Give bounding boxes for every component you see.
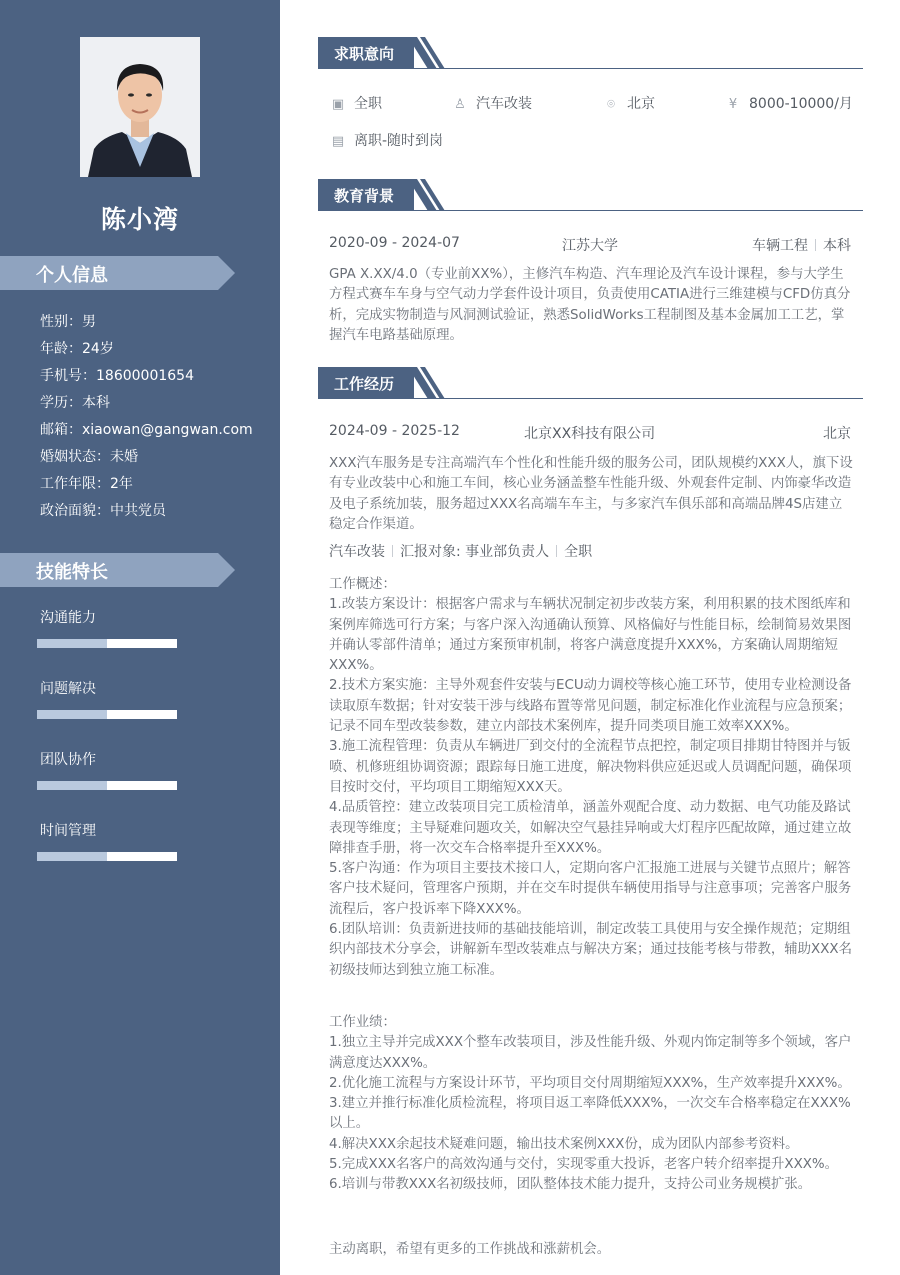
availability-item xyxy=(330,130,443,150)
job-type: 全职 xyxy=(354,96,382,112)
skill-bar xyxy=(37,852,177,861)
info-education: 学历：本科 xyxy=(40,395,110,411)
company-name: 北京XX科技有限公司 xyxy=(524,426,656,442)
section-title: 教育背景 xyxy=(334,187,395,205)
role: 汽车改装 xyxy=(329,544,385,560)
section-header-education xyxy=(318,179,863,211)
achievement-item: 4.解决XXX余起技术疑难问题，输出技术案例XXX份，成为团队内部参考资料。 xyxy=(329,1136,799,1152)
user-icon: ♙ xyxy=(454,97,466,112)
work-summary xyxy=(329,575,854,981)
section-title: 技能特长 xyxy=(36,562,108,583)
major: 车辆工程 xyxy=(752,238,808,254)
achievements-title: 工作业绩： xyxy=(329,1015,396,1030)
availability: 离职-随时到岗 xyxy=(354,133,444,149)
skill-bar-fill xyxy=(37,639,107,648)
education-date: 2020-09 - 2024-07 xyxy=(329,235,460,251)
profile-photo xyxy=(80,37,200,177)
section-title: 工作经历 xyxy=(334,375,395,393)
achievement-item: 1.独立主导并完成XXX个整车改装项目，涉及性能升级、外观内饰定制等多个领域，客户满意度达XXX%。 xyxy=(329,1035,852,1071)
skill-bar xyxy=(37,639,177,648)
section-stripes-icon xyxy=(408,179,448,211)
section-title: 个人信息 xyxy=(36,265,108,286)
salary: 8000-10000/月 xyxy=(749,96,853,112)
achievement-item: 2.优化施工流程与方案设计环节，平均项目交付周期缩短XXX%，生产效率提升XXX%。 xyxy=(329,1075,851,1091)
school-name: 江苏大学 xyxy=(562,238,618,254)
skill-bar xyxy=(37,710,177,719)
skill-bar xyxy=(37,781,177,790)
avatar-illustration xyxy=(80,37,200,177)
sidebar xyxy=(0,0,280,1275)
skill-name: 沟通能力 xyxy=(40,610,96,626)
achievement-item: 6.培训与带教XXX名初级技师，团队整体技术能力提升，支持公司业务规模扩张。 xyxy=(329,1177,812,1193)
section-header-skills xyxy=(0,553,218,587)
info-age: 年龄：24岁 xyxy=(40,341,114,357)
role-line xyxy=(329,541,592,561)
degree: 本科 xyxy=(823,238,851,254)
location-icon: ⌾ xyxy=(607,97,615,112)
report-to: 汇报对象: 事业部负责人 xyxy=(400,544,550,560)
work-achievements xyxy=(329,1013,854,1196)
city: 北京 xyxy=(627,96,655,112)
achievement-item: 3.建立并推行标准化质检流程，将项目返工率降低XXX%，一次交车合格率稳定在XXX%以上。 xyxy=(329,1096,851,1132)
info-work-years: 工作年限：2年 xyxy=(40,476,133,492)
work-date: 2024-09 - 2025-12 xyxy=(329,423,460,439)
separator xyxy=(815,239,816,251)
info-email: 邮箱：xiaowan@gangwan.com xyxy=(40,422,253,438)
education-description: GPA X.XX/4.0（专业前XX%），主修汽车构造、汽车理论及汽车设计课程，参与大学生方程式赛车车身与空气动力学套件设计项目，负责使用CATIA进行三维建模与CFD仿真分析，完成实物制造与风洞测试验证，熟悉SolidWorks工程制图及基本金属加工工艺，掌握汽车电路基础原理。 xyxy=(329,267,851,343)
summary-item: 3.施工流程管理：负责从车辆进厂到交付的全流程节点把控，制定项目排期甘特图并与钣喷、机修班组协调资源；跟踪每日施工进度，解决物料供应延迟或人员调配问题，确保项目按时交付，平均项目工期缩短XXX天。 xyxy=(329,739,852,795)
skill-name: 团队协作 xyxy=(40,752,96,768)
section-tab xyxy=(318,37,414,69)
job-type-item xyxy=(330,93,382,113)
achievement-item: 5.完成XXX名客户的高效沟通与交付，实现零重大投诉，老客户转介绍率提升XXX%。 xyxy=(329,1157,839,1173)
personal-info-list xyxy=(40,309,253,525)
skill-bar-fill xyxy=(37,852,107,861)
yen-icon: ¥ xyxy=(728,97,738,112)
summary-item: 2.技术方案实施：主导外观套件安装与ECU动力调校等核心施工环节，使用专业检测设备读取原车数据；针对安装干涉与线路布置等常见问题，制定标准化作业流程与应急预案；记录不同车型改装参数，建立内部技术案例库，提升同类项目施工效率XXX%。 xyxy=(329,678,852,735)
briefcase-icon: ▣ xyxy=(331,97,345,112)
section-stripes-icon xyxy=(408,37,448,69)
position-item xyxy=(452,93,532,113)
skill-bar-fill xyxy=(37,781,107,790)
section-header-work xyxy=(318,367,863,399)
summary-title: 工作概述： xyxy=(329,577,396,592)
leave-reason: 主动离职，希望有更多的工作挑战和涨薪机会。 xyxy=(329,1242,611,1257)
skill-name: 问题解决 xyxy=(40,681,96,697)
info-marital-status: 婚姻状态：未婚 xyxy=(40,449,138,465)
summary-item: 4.品质管控：建立改装项目完工质检清单，涵盖外观配合度、动力数据、电气功能及路试表现等维度；主导疑难问题攻关，如解决空气悬挂异响或大灯程序匹配故障，通过建立故障排查手册，将一次交车合格率提升至XXX%。 xyxy=(329,800,852,856)
summary-item: 6.团队培训：负责新进技师的基础技能培训，制定改装工具使用与安全操作规范；定期组织内部技术分享会，讲解新车型改装难点与解决方案；通过技能考核与带教，辅助XXX名初级技师达到独立施工标准。 xyxy=(329,922,852,978)
separator xyxy=(392,545,393,557)
summary-item: 1.改装方案设计：根据客户需求与车辆状况制定初步改装方案，利用积累的技术图纸库和案例库筛选可行方案；与客户深入沟通确认预算、风格偏好与性能目标，绘制简易效果图并确认零部件清单；通过方案预审机制，将客户满意度提升XXX%，方案确认周期缩短XXX%。 xyxy=(329,597,852,674)
info-political-status: 政治面貌：中共党员 xyxy=(40,503,166,519)
job-type: 全职 xyxy=(564,544,593,560)
separator xyxy=(556,545,557,557)
position: 汽车改装 xyxy=(476,96,532,112)
summary-item: 5.客户沟通：作为项目主要技术接口人，定期向客户汇报施工进展与关键节点照片；解答客户技术疑问，管理客户预期，并在交车时提供车辆使用指导与注意事项；完善客户服务流程后，客户投诉率下降XXX%。 xyxy=(329,861,852,917)
section-tab xyxy=(318,367,414,399)
work-city: 北京 xyxy=(823,426,851,442)
section-header-job-intent xyxy=(318,37,863,69)
info-gender: 性别：男 xyxy=(40,314,96,330)
city-item xyxy=(603,93,655,113)
skill-bar-fill xyxy=(37,710,107,719)
skill-name: 时间管理 xyxy=(40,823,96,839)
section-title: 求职意向 xyxy=(334,45,395,63)
section-stripes-icon xyxy=(408,367,448,399)
info-phone: 手机号：18600001654 xyxy=(40,368,194,384)
candidate-name: 陈小湾 xyxy=(100,205,179,234)
section-tab xyxy=(318,179,414,211)
section-header-personal-info xyxy=(0,256,218,290)
company-description: XXX汽车服务是专注高端汽车个性化和性能升级的服务公司，团队规模约XXX人，旗下设有专业改装中心和施工车间，核心业务涵盖整车性能升级、外观套件定制、内饰豪华改造及电子系统加装，服务超过XXX名高端车车主，与多家汽车俱乐部和高端品牌4S店建立稳定合作渠道。 xyxy=(329,456,853,532)
major-degree xyxy=(752,235,851,255)
salary-item xyxy=(725,93,853,113)
calendar-icon: ▤ xyxy=(331,134,345,149)
